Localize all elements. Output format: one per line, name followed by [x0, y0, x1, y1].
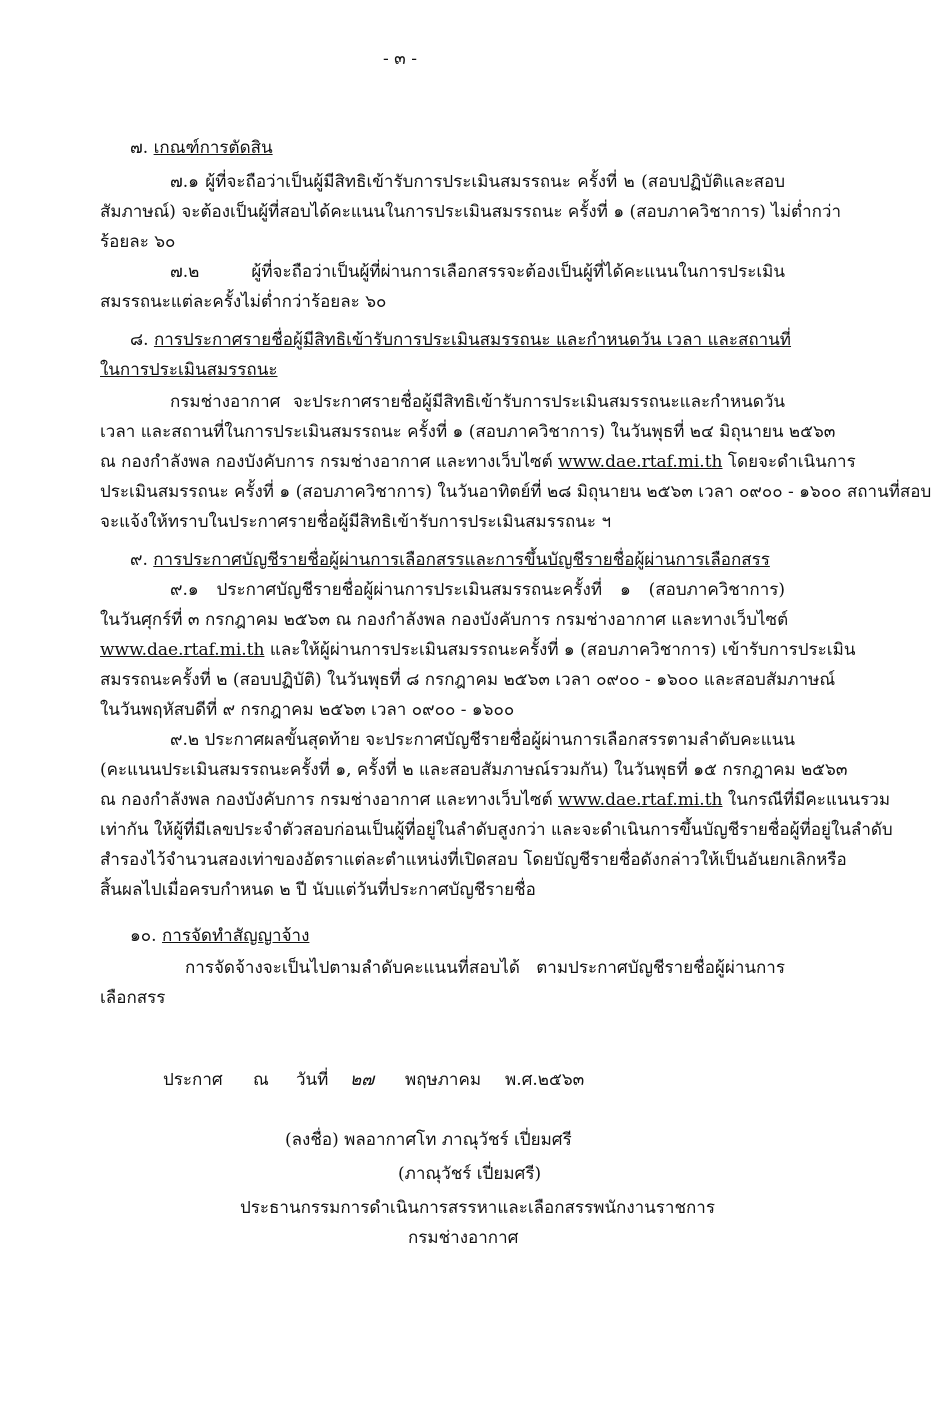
section-9-1-line-5: ในวันพฤหัสบดีที่ ๙ กรกฎาคม ๒๕๖๓ เวลา ๐๙๐๐ - ๑๖๐๐: [100, 700, 515, 720]
website-link[interactable]: www.dae.rtaf.mi.th: [558, 790, 723, 810]
section-7-1-line-3: ร้อยละ ๖๐: [100, 232, 176, 252]
section-10-heading: [130, 924, 309, 948]
section-8-body-line-2: เวลา และสถานที่ในการประเมินสมรรถนะ ครั้งที่ ๑ (สอบภาควิชาการ) ในวันพุธที่ ๒๔ มิถุนายน ๒๕๖๓: [100, 422, 836, 442]
website-link[interactable]: www.dae.rtaf.mi.th: [558, 452, 723, 472]
announce-prakat: ประกาศ: [163, 1070, 223, 1090]
section-8-body-line-3: ณ กองกำลังพล กองบังคับการ กรมช่างอากาศ และทางเว็บไซต์ www.dae.rtaf.mi.th โดยจะดำเนินการ: [100, 452, 856, 472]
announce-year: พ.ศ.๒๕๖๓: [505, 1070, 585, 1090]
section-8-number: ๘.: [130, 330, 149, 350]
section-8-title-line-2: ในการประเมินสมรรถนะ: [100, 360, 278, 380]
section-9-1-line-2: ในวันศุกร์ที่ ๓ กรกฎาคม ๒๕๖๓ ณ กองกำลังพล กองบังคับการ กรมช่างอากาศ และทางเว็บไซต์: [100, 610, 789, 630]
announce-month: พฤษภาคม: [405, 1070, 482, 1090]
section-8-body-line-5: จะแจ้งให้ทราบในประกาศรายชื่อผู้มีสิทธิเข้ารับการประเมินสมรรถนะ ฯ: [100, 512, 612, 532]
section-10-number: ๑๐.: [130, 926, 157, 946]
section-9-2-line-6: สิ้นผลไปเมื่อครบกำหนด ๒ ปี นับแต่วันที่ประกาศบัญชีรายชื่อ: [100, 880, 536, 900]
section-9-heading: [130, 548, 785, 572]
section-9-1-line-1: ๙.๑ ประกาศบัญชีรายชื่อผู้ผ่านการประเมินสมรรถนะครั้งที่ ๑ (สอบภาควิชาการ): [170, 580, 785, 600]
section-8-title-line-1: การประกาศรายชื่อผู้มีสิทธิเข้ารับการประเมินสมรรถนะ และกำหนดวัน เวลา และสถานที่: [153, 330, 792, 350]
section-9-2-line-2: (คะแนนประเมินสมรรถนะครั้งที่ ๑, ครั้งที่ ๒ และสอบสัมภาษณ์รวมกัน) ในวันพุธที่ ๑๕ กรกฎาคม ๒๕๖๓: [100, 760, 848, 780]
section-9-1-line-4: สมรรถนะครั้งที่ ๒ (สอบปฏิบัติ) ในวันพุธที่ ๘ กรกฎาคม ๒๕๖๓ เวลา ๐๙๐๐ - ๑๖๐๐ และสอบสัมภาษณ์: [100, 670, 836, 690]
announce-wanthi: วันที่: [296, 1070, 329, 1090]
section-8-body-line-1: กรมช่างอากาศ จะประกาศรายชื่อผู้มีสิทธิเข้ารับการประเมินสมรรถนะและกำหนดวัน: [170, 392, 785, 412]
section-10-body-line-2: เลือกสรร: [100, 988, 166, 1008]
page-number: - ๓ -: [383, 49, 417, 69]
section-9-2-line-3: ณ กองกำลังพล กองบังคับการ กรมช่างอากาศ และทางเว็บไซต์ www.dae.rtaf.mi.th ในกรณีที่มีคะแนนรวม: [100, 790, 891, 810]
section-9-2-line-1: ๙.๒ ประกาศผลขั้นสุดท้าย จะประกาศบัญชีรายชื่อผู้ผ่านการเลือกสรรตามลำดับคะแนน: [170, 730, 795, 750]
section-7-2-line-2: สมรรถนะแต่ละครั้งไม่ต่ำกว่าร้อยละ ๖๐: [100, 292, 387, 312]
section-9-number: ๙.: [130, 550, 148, 570]
section-7-number: ๗.: [130, 138, 149, 158]
website-link[interactable]: www.dae.rtaf.mi.th: [100, 640, 265, 660]
signature-org: กรมช่างอากาศ: [408, 1228, 519, 1248]
section-7-heading: [130, 136, 273, 160]
announce-day: ๒๗: [350, 1070, 374, 1090]
section-7-2-line-1: ๗.๒ ผู้ที่จะถือว่าเป็นผู้ที่ผ่านการเลือกสรรจะต้องเป็นผู้ที่ได้คะแนนในการประเมิน: [170, 262, 785, 282]
section-8-body-line-4: ประเมินสมรรถนะ ครั้งที่ ๑ (สอบภาควิชาการ) ในวันอาทิตย์ที่ ๒๘ มิถุนายน ๒๕๖๓ เวลา ๐๙๐๐ - ๑๖๐๐ สถานที่สอบ: [100, 482, 931, 502]
section-9-title: การประกาศบัญชีรายชื่อผู้ผ่านการเลือกสรรและการขึ้นบัญชีรายชื่อผู้ผ่านการเลือกสรร: [153, 550, 770, 570]
signature-name: (ภาณุวัชร์ เปี่ยมศรี): [398, 1164, 542, 1184]
section-9-2-line-5: สำรองไว้จำนวนสองเท่าของอัตราแต่ละตำแหน่งที่เปิดสอบ โดยบัญชีรายชื่อดังกล่าวให้เป็นอันยกเลิกหรือ: [100, 850, 847, 870]
section-7-1-line-2: สัมภาษณ์) จะต้องเป็นผู้ที่สอบได้คะแนนในการประเมินสมรรถนะ ครั้งที่ ๑ (สอบภาควิชาการ) ไม่ต่ำกว่า: [100, 202, 842, 222]
section-8-heading: [130, 328, 792, 352]
section-9-2-line-4: เท่ากัน ให้ผู้ที่มีเลขประจำตัวสอบก่อนเป็นผู้ที่อยู่ในลำดับสูงกว่า และจะดำเนินการขึ้นบัญชีรายชื่อผู้ที่อยู่ในลำดับ: [100, 820, 893, 840]
section-9-1-line-3: www.dae.rtaf.mi.th และให้ผู้ผ่านการประเมินสมรรถนะครั้งที่ ๑ (สอบภาควิชาการ) เข้ารับการประเมิน: [100, 640, 856, 660]
section-10-body-line-1: การจัดจ้างจะเป็นไปตามลำดับคะแนนที่สอบได้ ตามประกาศบัญชีรายชื่อผู้ผ่านการ: [185, 958, 785, 978]
announce-na: ณ: [253, 1070, 269, 1090]
section-10-title: การจัดทำสัญญาจ้าง: [161, 926, 310, 946]
section-7-1-line-1: ๗.๑ ผู้ที่จะถือว่าเป็นผู้มีสิทธิเข้ารับการประเมินสมรรถนะ ครั้งที่ ๒ (สอบปฏิบัติและสอบ: [170, 172, 785, 192]
signature-signed: (ลงชื่อ) พลอากาศโท ภาณุวัชร์ เปี่ยมศรี: [285, 1130, 572, 1150]
signature-position: ประธานกรรมการดำเนินการสรรหาและเลือกสรรพนักงานราชการ: [240, 1198, 715, 1218]
section-7-title: เกณฑ์การตัดสิน: [153, 138, 273, 158]
